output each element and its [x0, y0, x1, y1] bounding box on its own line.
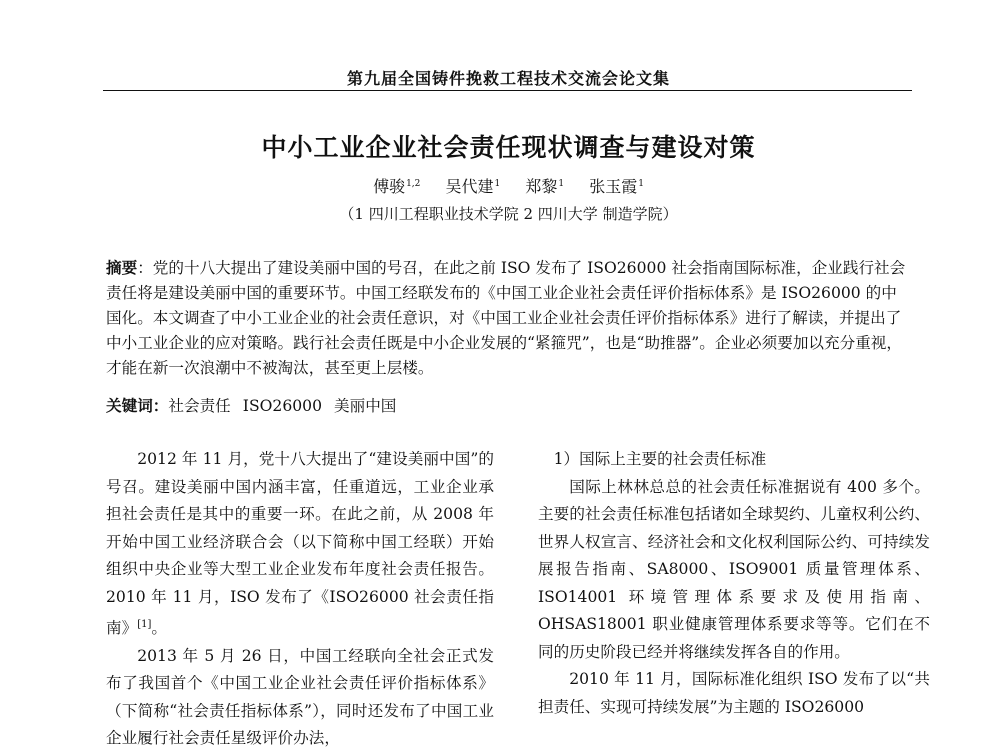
running-header: 第九届全国铸件挽救工程技术交流会论文集: [346, 69, 670, 88]
author-name: 郑黎: [525, 177, 558, 196]
author: [446, 177, 501, 196]
section-subheading: 1）国际上主要的社会责任标准: [553, 450, 767, 468]
keyword: ISO26000: [242, 397, 323, 415]
keyword: 社会责任: [168, 397, 231, 415]
author-list: [105, 174, 912, 197]
keyword: 美丽中国: [334, 397, 397, 415]
keywords-label: 关键词：: [106, 396, 169, 415]
author: [373, 177, 420, 196]
paragraph-text: 2012 年 11 月，党十八大提出了“建设美丽中国”的号召。建设美丽中国内涵丰富，任重道远，工业企业承担社会责任是其中的重要一环。在此之前，从 2008 年开始中国工业经济联合会（以下简称中国工经联）开始组织中央企业等大型工业企业发布年度社会责任报告。2010 年 11 月，ISO 发布了《ISO26000 社会责任指南》: [106, 450, 494, 637]
body-column-right: [538, 446, 930, 721]
keywords: [106, 395, 912, 417]
author-affiliation-mark: 1: [494, 179, 501, 189]
author: [525, 177, 564, 196]
affiliation: （1 四川工程职业技术学院 2 四川大学 制造学院）: [339, 205, 678, 223]
abstract-text: ：党的十八大提出了建设美丽中国的号召，在此之前 ISO 发布了 ISO26000 社会指南国际标准，企业践行社会责任将是建设美丽中国的重要环节。中国工经联发布的《中国工业企业社会责任评价指标体系》是 ISO26000 的中国化。本文调查了中小工业企业的社会责任意识，对《中国工业企业社会责任评价指标体系》进行了解读，并提出了中小工业企业的应对策略。践行社会责任既是中小企业发展的“紧箍咒”，也是“助推器”。企业必须要加以充分重视，才能在新一次浪潮中不被淘汰，甚至更上层楼。: [106, 259, 906, 377]
abstract-label: 摘要: [106, 258, 138, 277]
author-affiliation-mark: 1: [558, 179, 565, 189]
body-paragraph: 2013 年 5 月 26 日，中国工经联向全社会正式发布了我国首个《中国工业企业社会责任评价指标体系》（下简称“社会责任指标体系”），同时还发布了中国工业企业履行社会责任星级评价办法，: [106, 646, 494, 747]
body-column-left: [106, 446, 494, 753]
abstract: [106, 255, 912, 381]
author: [589, 177, 644, 196]
author-affiliation-mark: 1: [638, 179, 644, 189]
citation-ref: [1]: [137, 619, 152, 630]
paper-title: 中小工业企业社会责任现状调查与建设对策: [261, 133, 756, 162]
author-name: 吴代建: [445, 177, 494, 196]
author-name: 傅骏: [373, 177, 406, 196]
paragraph-text: 。: [151, 619, 167, 637]
header-rule: [103, 90, 912, 91]
author-affiliation-mark: 1,2: [406, 179, 421, 189]
body-paragraph: 国际上林林总总的社会责任标准据说有 400 多个。主要的社会责任标准包括诸如全球契约、儿童权利公约、世界人权宣言、经济社会和文化权利国际公约、可持续发展报告指南、SA8000、ISO9001 质量管理体系、ISO14001 环境管理体系要求及使用指南、OHSAS18001 职业健康管理体系要求等等。它们在不同的历史阶段已经并将继续发挥各自的作用。: [538, 477, 930, 661]
body-paragraph: 2010 年 11 月，国际标准化组织 ISO 发布了以“共担责任、实现可持续发展”为主题的 ISO26000: [538, 670, 930, 716]
author-name: 张玉霞: [589, 177, 638, 196]
body-paragraph: [106, 446, 494, 643]
